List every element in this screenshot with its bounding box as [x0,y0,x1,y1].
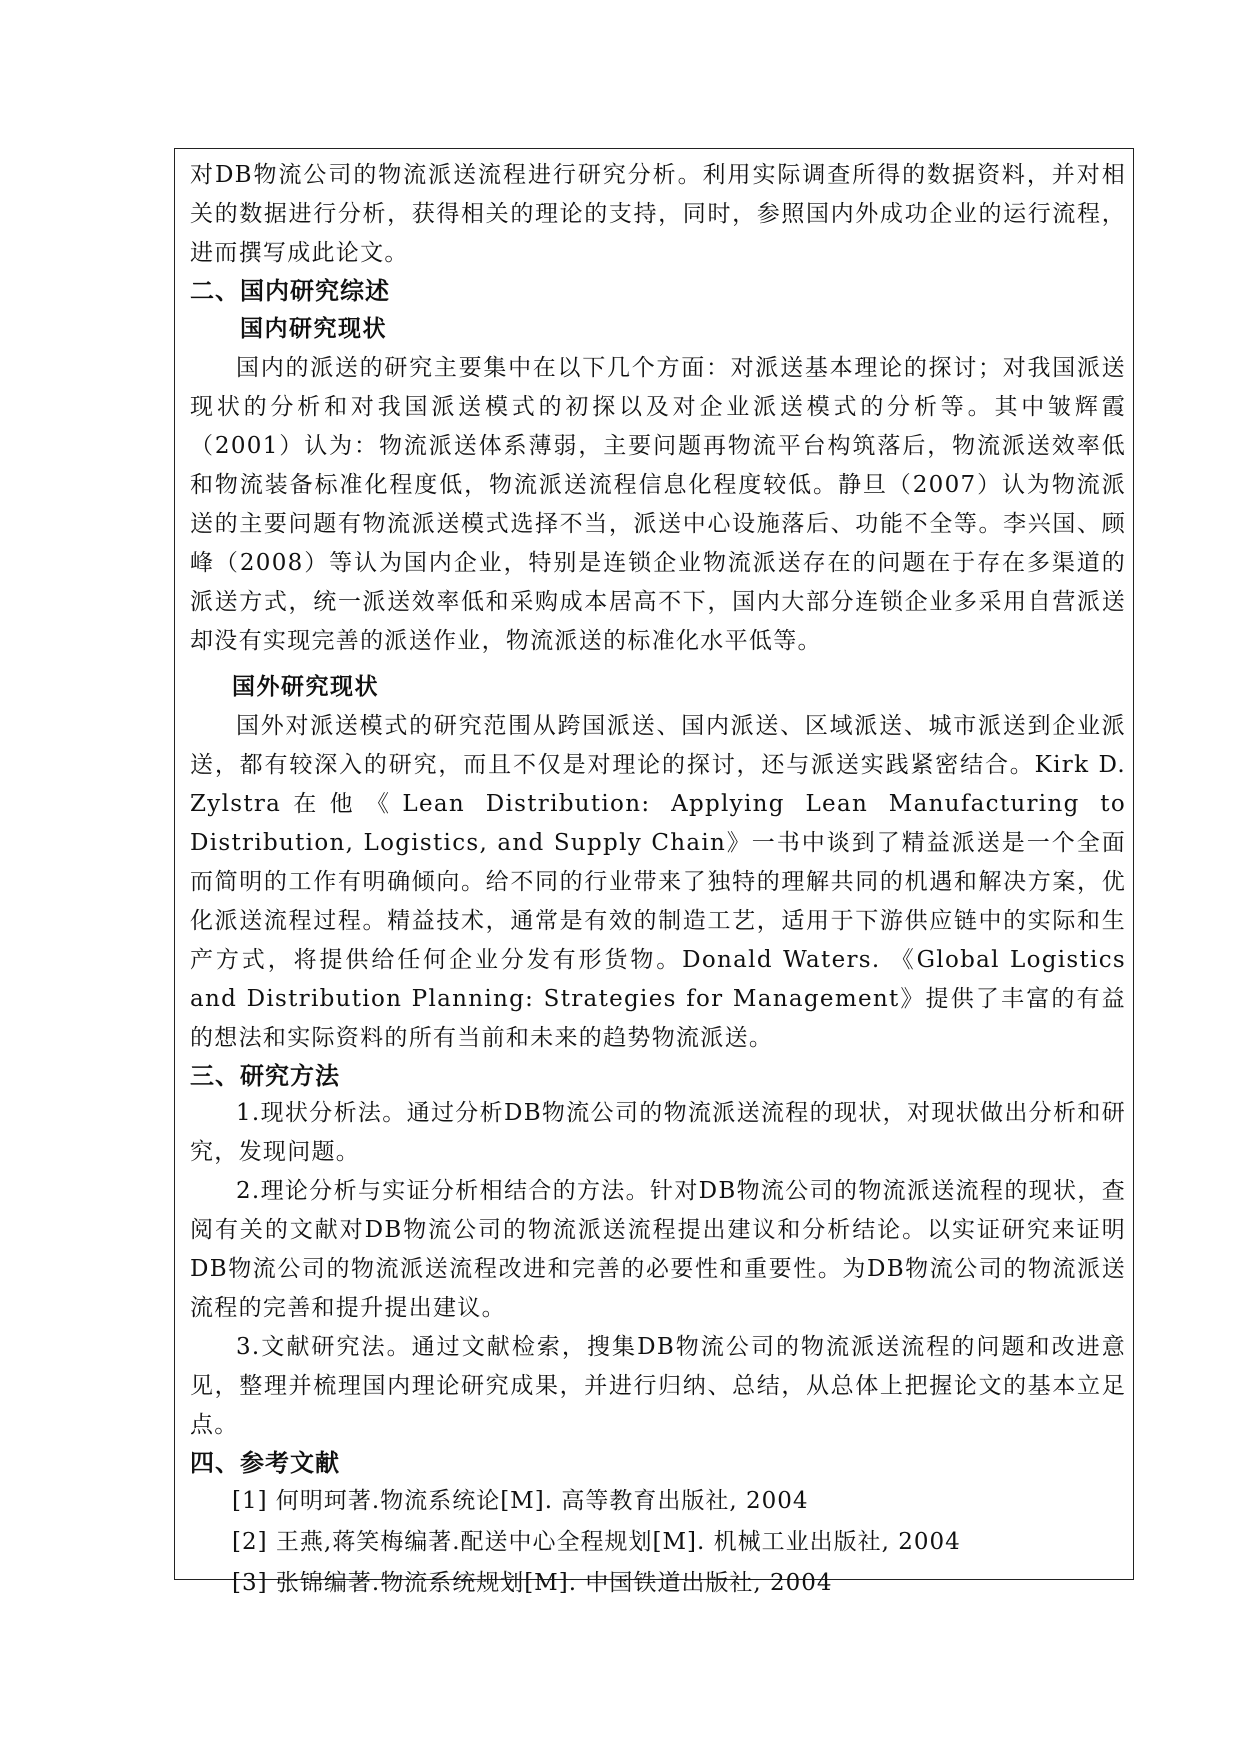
method-item-2: 2.理论分析与实证分析相结合的方法。针对DB物流公司的物流派送流程的现状，查阅有关的文献对DB物流公司的物流派送流程提出建议和分析结论。以实证研究来证明DB物流公司的物流派送流程改进和完善的必要性和重要性。为DB物流公司的物流派送流程的完善和提升提出建议。 [190,1178,1126,1321]
intro-paragraph: 对DB物流公司的物流派送流程进行研究分析。利用实际调查所得的数据资料，并对相关的数据进行分析，获得相关的理论的支持，同时，参照国内外成功企业的运行流程，进而撰写成此论文。 [190,162,1126,266]
section-4-title: 四、参考文献 [190,1449,340,1477]
document-body [190,156,1126,1604]
domestic-research-heading: 国内研究现状 [240,316,387,342]
reference-item: [3] 张锦编著.物流系统规划[M]. 中国铁道出版社, 2004 [232,1570,833,1596]
domestic-research-paragraph: 国内的派送的研究主要集中在以下几个方面：对派送基本理论的探讨；对我国派送现状的分析和对我国派送模式的初探以及对企业派送模式的分析等。其中皱辉霞（2001）认为：物流派送体系薄弱，主要问题再物流平台构筑落后，物流派送效率低和物流装备标准化程度低，物流派送流程信息化程度较低。静旦（2007）认为物流派送的主要问题有物流派送模式选择不当，派送中心设施落后、功能不全等。李兴国、顾峰（2008）等认为国内企业，特别是连锁企业物流派送存在的问题在于存在多渠道的派送方式，统一派送效率低和采购成本居高不下，国内大部分连锁企业多采用自营派送却没有实现完善的派送作业，物流派送的标准化水平低等。 [190,355,1126,654]
method-item-3: 3.文献研究法。通过文献检索，搜集DB物流公司的物流派送流程的问题和改进意见，整理并梳理国内理论研究成果，并进行归纳、总结，从总体上把握论文的基本立足点。 [190,1334,1126,1438]
foreign-research-paragraph: 国外对派送模式的研究范围从跨国派送、国内派送、区域派送、城市派送到企业派送，都有较深入的研究，而且不仅是对理论的探讨，还与派送实践紧密结合。Kirk D. Zylstra在他《Lean Distribution: Applying Lean Manufacturing to Distribution, Logistics, and Supply Chain》一书中谈到了精益派送是一个全面而简明的工作有明确倾向。给不同的行业带来了独特的理解共同的机遇和解决方案，优化派送流程过程。精益技术，通常是有效的制造工艺，适用于下游供应链中的实际和生产方式，将提供给任何企业分发有形货物。Donald Waters. 《Global Logistics and Distribution Planning: Strategies for Management》提供了丰富的有益的想法和实际资料的所有当前和未来的趋势物流派送。 [190,713,1126,1051]
reference-item: [1] 何明珂著.物流系统论[M]. 高等教育出版社, 2004 [232,1488,809,1514]
foreign-research-heading: 国外研究现状 [232,674,379,700]
section-3-title: 三、研究方法 [190,1062,340,1090]
method-item-1: 1.现状分析法。通过分析DB物流公司的物流派送流程的现状，对现状做出分析和研究，发现问题。 [190,1100,1126,1165]
reference-item: [2] 王燕,蒋笑梅编著.配送中心全程规划[M]. 机械工业出版社, 2004 [232,1529,961,1555]
section-2-title: 二、国内研究综述 [190,277,390,305]
